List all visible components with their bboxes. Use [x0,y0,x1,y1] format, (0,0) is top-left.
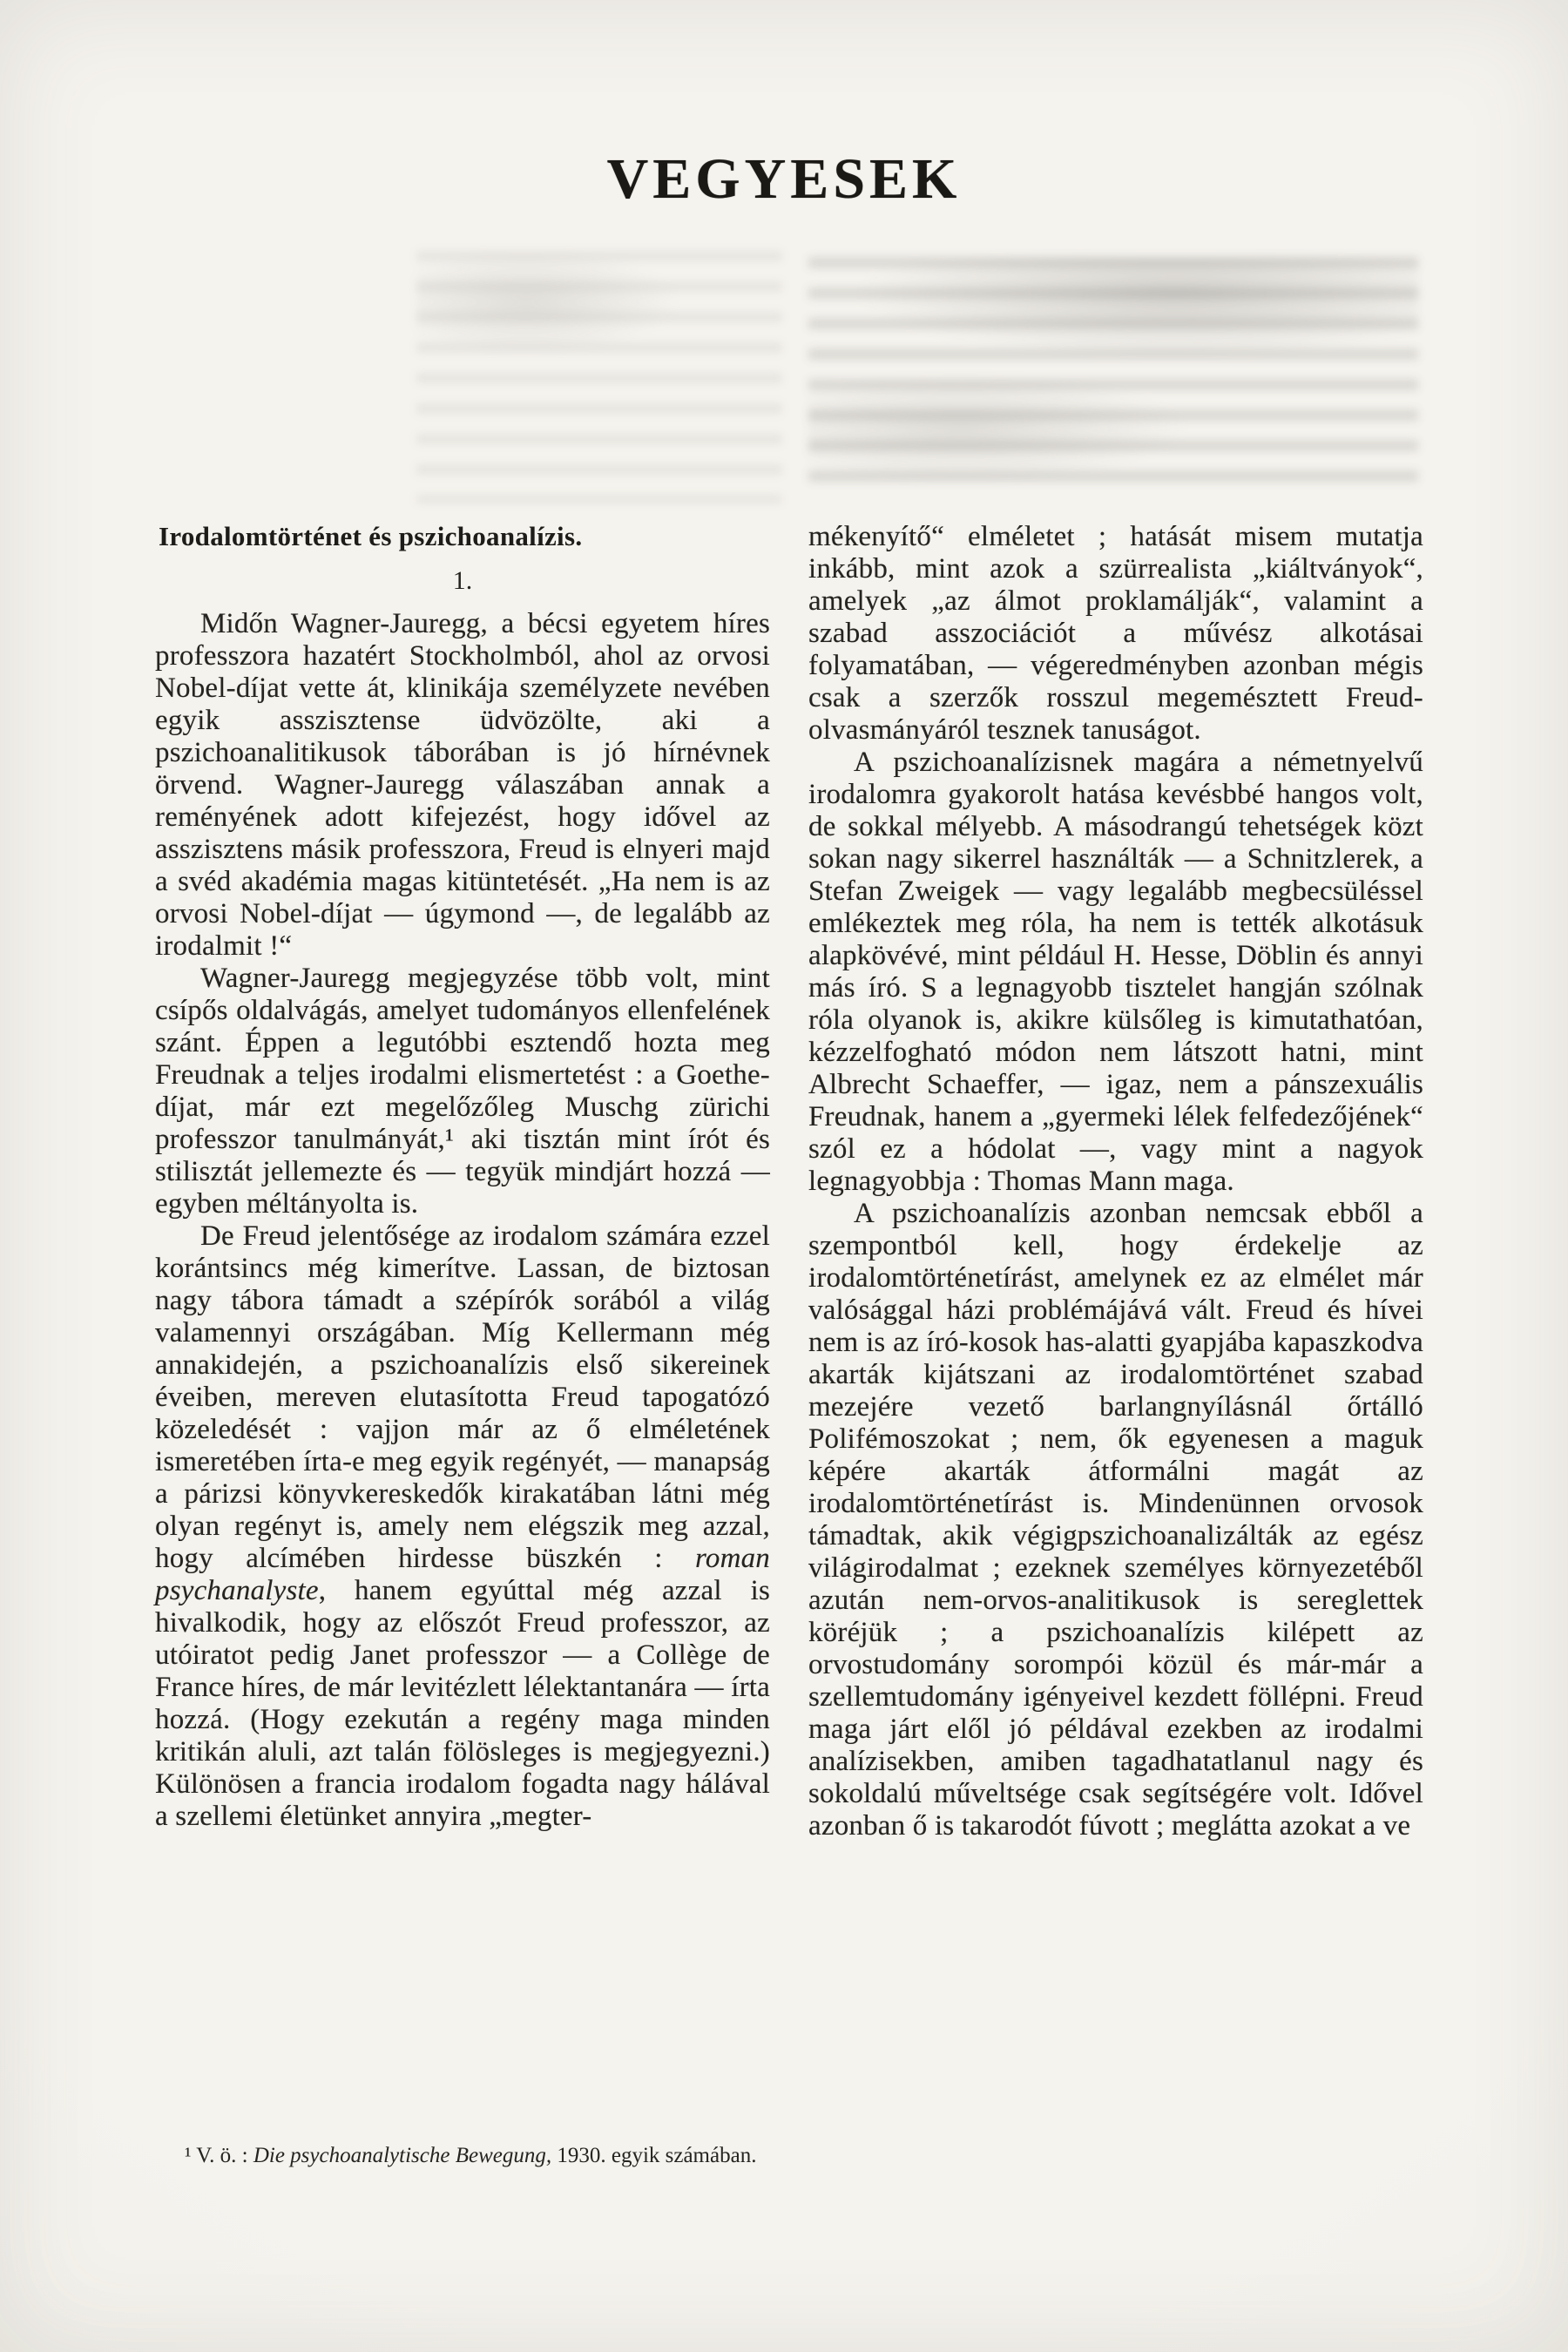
footnote-journal-title: Die psychoanalytische Bewegung, [253,2144,552,2167]
paragraph: A pszichoanalízis azonban nemcsak ebből a szempontból kell, hogy érdekelje az irodalomtörténetírást, amelynek ez az elmélet már valósággal házi problémájává vált. Freud és hívei nem is az író-kosok has-alatti gyapjába kapaszkodva akarták kijátszani az irodalomtörténet szabad mezejére vezető barlangnyílásnál őrtálló Polifémoszokat ; nem, ők egyenesen a maguk képére akarták átformálni magát az irodalomtörténetírást is. Mindenünnen orvosok támadtak, akik végigpszichoanalizálták az egész világirodalmat ; ezeknek személyes környezetéből azután nem-orvos-analitikusok is sereglettek köréjük ; a pszichoanalízis kilépett az orvostudomány sorompói közül és már-már a szellemtudomány igényeivel kezdett föllépni. Freud maga járt elől jó példával ezekben az irodalmi analízisekben, amiben tagadhatatlanul nagy és sokoldalú műveltsége csak segítségére volt. Idővel azonban ő is takarodót fúvott ; meglátta azokat a ve [808,1198,1423,1842]
paragraph [155,1220,770,1833]
paragraph: Midőn Wagner-Jauregg, a bécsi egyetem híres professzora hazatért Stockholmból, ahol az orvosi Nobel-díjat vette át, klinikája személyzete nevében egyik asszisztense üdvözölte, aki a pszichoanalitikusok táborában is jó hírnévnek örvend. Wagner-Jauregg válaszában annak a reményének adott kifejezést, hogy idővel az asszisztens másik professzora, Freud is elnyeri majd a svéd akadémia magas kitüntetését. „Ha nem is az orvosi Nobel-díjat — úgymond —, de legalább az irodalmit !“ [155,608,770,962]
ink-bleed-through-left [416,251,782,504]
article-heading: Irodalomtörténet és pszichoanalízis. [159,521,583,551]
paragraph: mékenyítő“ elméletet ; hatását misem mutatja inkább, mint azok a szürrealista „kiáltványok“, amelyek „az álmot proklamálják“, valamint a szabad asszociációt a művész alkotásai folyamatában, — végeredményben azonban mégis csak a szerzők rosszul megemésztett Freud-olvasmányáról tesznek tanuságot. [808,521,1423,746]
footnote [155,2122,770,2169]
right-column [808,521,1423,2169]
paragraph-text: , hanem egyúttal még azzal is hivalkodik, hogy az előszót Freud professzor, az utóiratot pedig Janet professzor — a Collège de France híres, de már levitézlett lélektantanára — írta hozzá. (Hogy ezekután a regény maga minden kritikán aluli, azt talán fölösleges is megjegyezni.) Különösen a francia irodalom fogadta nagy hálával a szellemi életünket annyira „megter- [155,1575,770,1832]
ink-bleed-through-right [808,257,1418,501]
paragraph: Wagner-Jauregg megjegyzése több volt, mint csípős oldalvágás, amelyet tudományos ellenfelének szánt. Éppen a legutóbbi esztendő hozta meg Freudnak a teljes irodalmi elismertetést : a Goethe-díjat, már ezt megelőzőleg Muschg zürichi professzor tanulmányát,¹ aki tisztán mint írót és stilisztát jellemezte és — tegyük mindjárt hozzá — egyben méltányolta is. [155,963,770,1220]
footnote-text: 1930. egyik számában. [551,2144,757,2167]
paragraph-text: De Freud jelentősége az irodalom számára ezzel korántsincs még kimerítve. Lassan, de biztosan nagy tábora támadt a szépírók sorából a világ valamennyi országában. Míg Kellermann még annakidején, a pszichoanalízis első sikereinek éveiben, mereven elutasította Freud tapogatózó közeledését : vajjon már az ő elméletének ismeretében írta-e meg egyik regényét, — manapság a párizsi könyvkereskedők kirakatában látni még olyan regényt is, amely nem elégszik meg azzal, hogy alcímében hirdesse büszkén : [155,1220,770,1574]
paragraph: A pszichoanalízisnek magára a németnyelvű irodalomra gyakorolt hatása kevésbbé hangos volt, de sokkal mélyebb. A másodrangú tehetségek közt sokan nagy sikerrel használták — a Schnitzlerek, a Stefan Zweigek — vagy legalább megbecsüléssel emlékeztek meg róla, ha nem is tették alkotásuk alapkövévé, mint például H. Hesse, Döblin és annyi más író. S a legnagyobb tisztelet hangján szólnak róla olyanok is, akikre külsőleg is kimutathatóan, kézzelfogható módon nem látszott hatni, mint Albrecht Schaeffer, — igaz, nem a pánszexuális Freudnak, hanem a „gyermeki lélek felfedezőjének“ szól ez a hódolat —, vagy mint a nagyok legnagyobbja : Thomas Mann maga. [808,747,1423,1197]
page-title: VEGYESEK [606,147,962,211]
section-number: 1. [452,566,473,595]
footnote-text: ¹ V. ö. : [185,2144,253,2167]
two-column-layout [155,521,1423,2169]
italic-book-subtitle: roman psychanalyste [155,1543,770,1606]
left-column [155,521,770,2169]
